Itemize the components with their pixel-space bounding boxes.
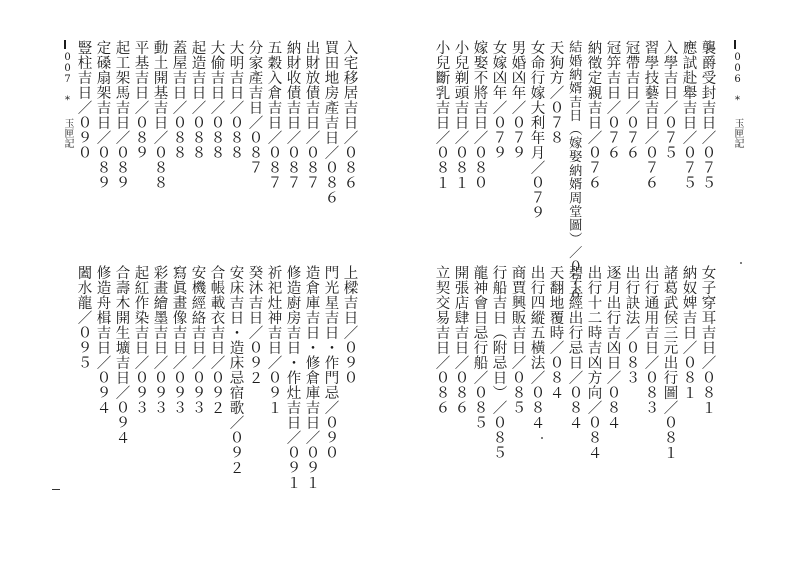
toc-entry: 入宅移居吉日／０８６: [341, 40, 358, 190]
toc-entry: 女子穿耳吉日／０８１: [699, 265, 716, 415]
toc-entry: 出行十二時吉凶方向／０８４: [585, 265, 602, 460]
toc-entry: 買田地房產吉日／０８６: [322, 40, 339, 205]
page-number: 007: [62, 52, 73, 85]
toc-entry: 寫眞畫像吉日／０９３: [170, 265, 187, 415]
scan-speck: [740, 262, 742, 264]
toc-entry: 出行通用吉日／０８３: [642, 265, 659, 415]
toc-entry: 闔水龍／０９５: [75, 265, 92, 370]
toc-entry: 起紅作染吉日／０９３: [132, 265, 149, 415]
toc-entry: 襲爵受封吉日／０７５: [699, 40, 716, 190]
toc-entry: 門光星吉日・作門忌／０９０: [322, 265, 339, 460]
toc-entry: 出財放債吉日／０８７: [303, 40, 320, 190]
toc-entry: 大偷吉日／０８８: [208, 40, 225, 160]
page-star: *: [732, 95, 743, 106]
toc-entry: 上樑吉日／０９０: [341, 265, 358, 385]
toc-entry: 女嫁凶年／０７９: [490, 40, 507, 160]
toc-entry: 合壽木開生壙吉日／０９４: [113, 265, 130, 445]
toc-entry: 納財收債吉日／０８７: [284, 40, 301, 190]
toc-entry: 安機經絡吉日／０９３: [189, 265, 206, 415]
toc-entry: 起造吉日／０８８: [189, 40, 206, 160]
toc-entry: 起工架馬吉日／０８９: [113, 40, 130, 190]
toc-entry: 癸沐吉日／０９２: [246, 265, 263, 385]
toc-entry: 小兒斷乳吉日／０８１: [433, 40, 450, 190]
toc-entry: 分家產吉日／０８７: [246, 40, 263, 175]
toc-entry: 商賈興販吉日／０８５: [509, 265, 526, 415]
toc-entry: 立契交易吉日／０８６: [433, 265, 450, 415]
page-number: 006: [732, 52, 743, 85]
toc-entry: 彩畫繪墨吉日／０９３: [151, 265, 168, 415]
toc-entry: 碧玉經出行忌日／０８４: [566, 265, 583, 430]
toc-entry: 豎柱吉日／０９０: [75, 40, 92, 160]
toc-entry: 大明吉日／０８８: [227, 40, 244, 160]
toc-entry: 天狗方／０７８: [547, 40, 564, 145]
toc-entry: 冠帶吉日／０７６: [623, 40, 640, 160]
toc-entry: 五穀入倉吉日／０８７: [265, 40, 282, 190]
toc-entry: 冠笄吉日／０７６: [604, 40, 621, 160]
toc-entry: 應試赴舉吉日／０７５: [680, 40, 697, 190]
page-star: *: [62, 95, 73, 106]
page-marker: [64, 40, 66, 49]
toc-entry: 嫁娶不將吉日／０８０: [471, 40, 488, 190]
scan-mark: [52, 489, 60, 490]
toc-entry: 修造舟楫吉日／０９４: [94, 265, 111, 415]
toc-entry: 入學吉日／０７５: [661, 40, 678, 160]
toc-entry: 修造廚房吉日・作灶吉日／０９１: [284, 265, 301, 490]
toc-entry: 諸葛武侯三元出行圖／０８１: [661, 265, 678, 460]
toc-entry: 龍神會日忌行船／０８５: [471, 265, 488, 430]
toc-entry: 天翻地覆時／０８４: [547, 265, 564, 400]
toc-entry: 納奴婢吉日／０８１: [680, 265, 697, 400]
toc-entry: 結婚納婿吉日（嫁娶納婿周堂圖）／０７６: [566, 40, 582, 301]
toc-entry: 逐月出行吉凶日／０８４: [604, 265, 621, 430]
toc-entry: 造倉庫吉日・修倉庫吉日／０９１: [303, 265, 320, 490]
toc-entry: 蓋屋吉日／０８８: [170, 40, 187, 160]
toc-entry: 小兒剃頭吉日／０８１: [452, 40, 469, 190]
toc-entry: 安床吉日・造床忌宿歌／０９２: [227, 265, 244, 475]
toc-entry: 祈祀灶神吉日／０９１: [265, 265, 282, 415]
toc-entry: 行船吉日（附忌日）／０８５: [490, 265, 507, 460]
toc-entry: 習學技藝吉日／０７６: [642, 40, 659, 190]
scan-speck: [541, 437, 543, 439]
toc-entry: 平基吉日／０８９: [132, 40, 149, 160]
toc-entry: 出行四縱五橫法／０８４: [528, 265, 545, 430]
book-title: 玉匣記: [732, 118, 743, 148]
toc-entry: 定磉扇架吉日／０８９: [94, 40, 111, 190]
toc-entry: 合帳載衣吉日／０９２: [208, 265, 225, 415]
toc-entry: 女命行嫁大利年月／０７９: [528, 40, 545, 220]
toc-entry: 動土開基吉日／０８８: [151, 40, 168, 190]
book-title: 玉匣記: [62, 118, 73, 148]
toc-entry: 開張店肆吉日／０８６: [452, 265, 469, 415]
page-marker: [734, 40, 736, 49]
toc-entry: 納徵定親吉日／０７６: [585, 40, 602, 190]
toc-entry: 男婚凶年／０７９: [509, 40, 526, 160]
toc-entry: 出行訣法／０８３: [623, 265, 640, 385]
